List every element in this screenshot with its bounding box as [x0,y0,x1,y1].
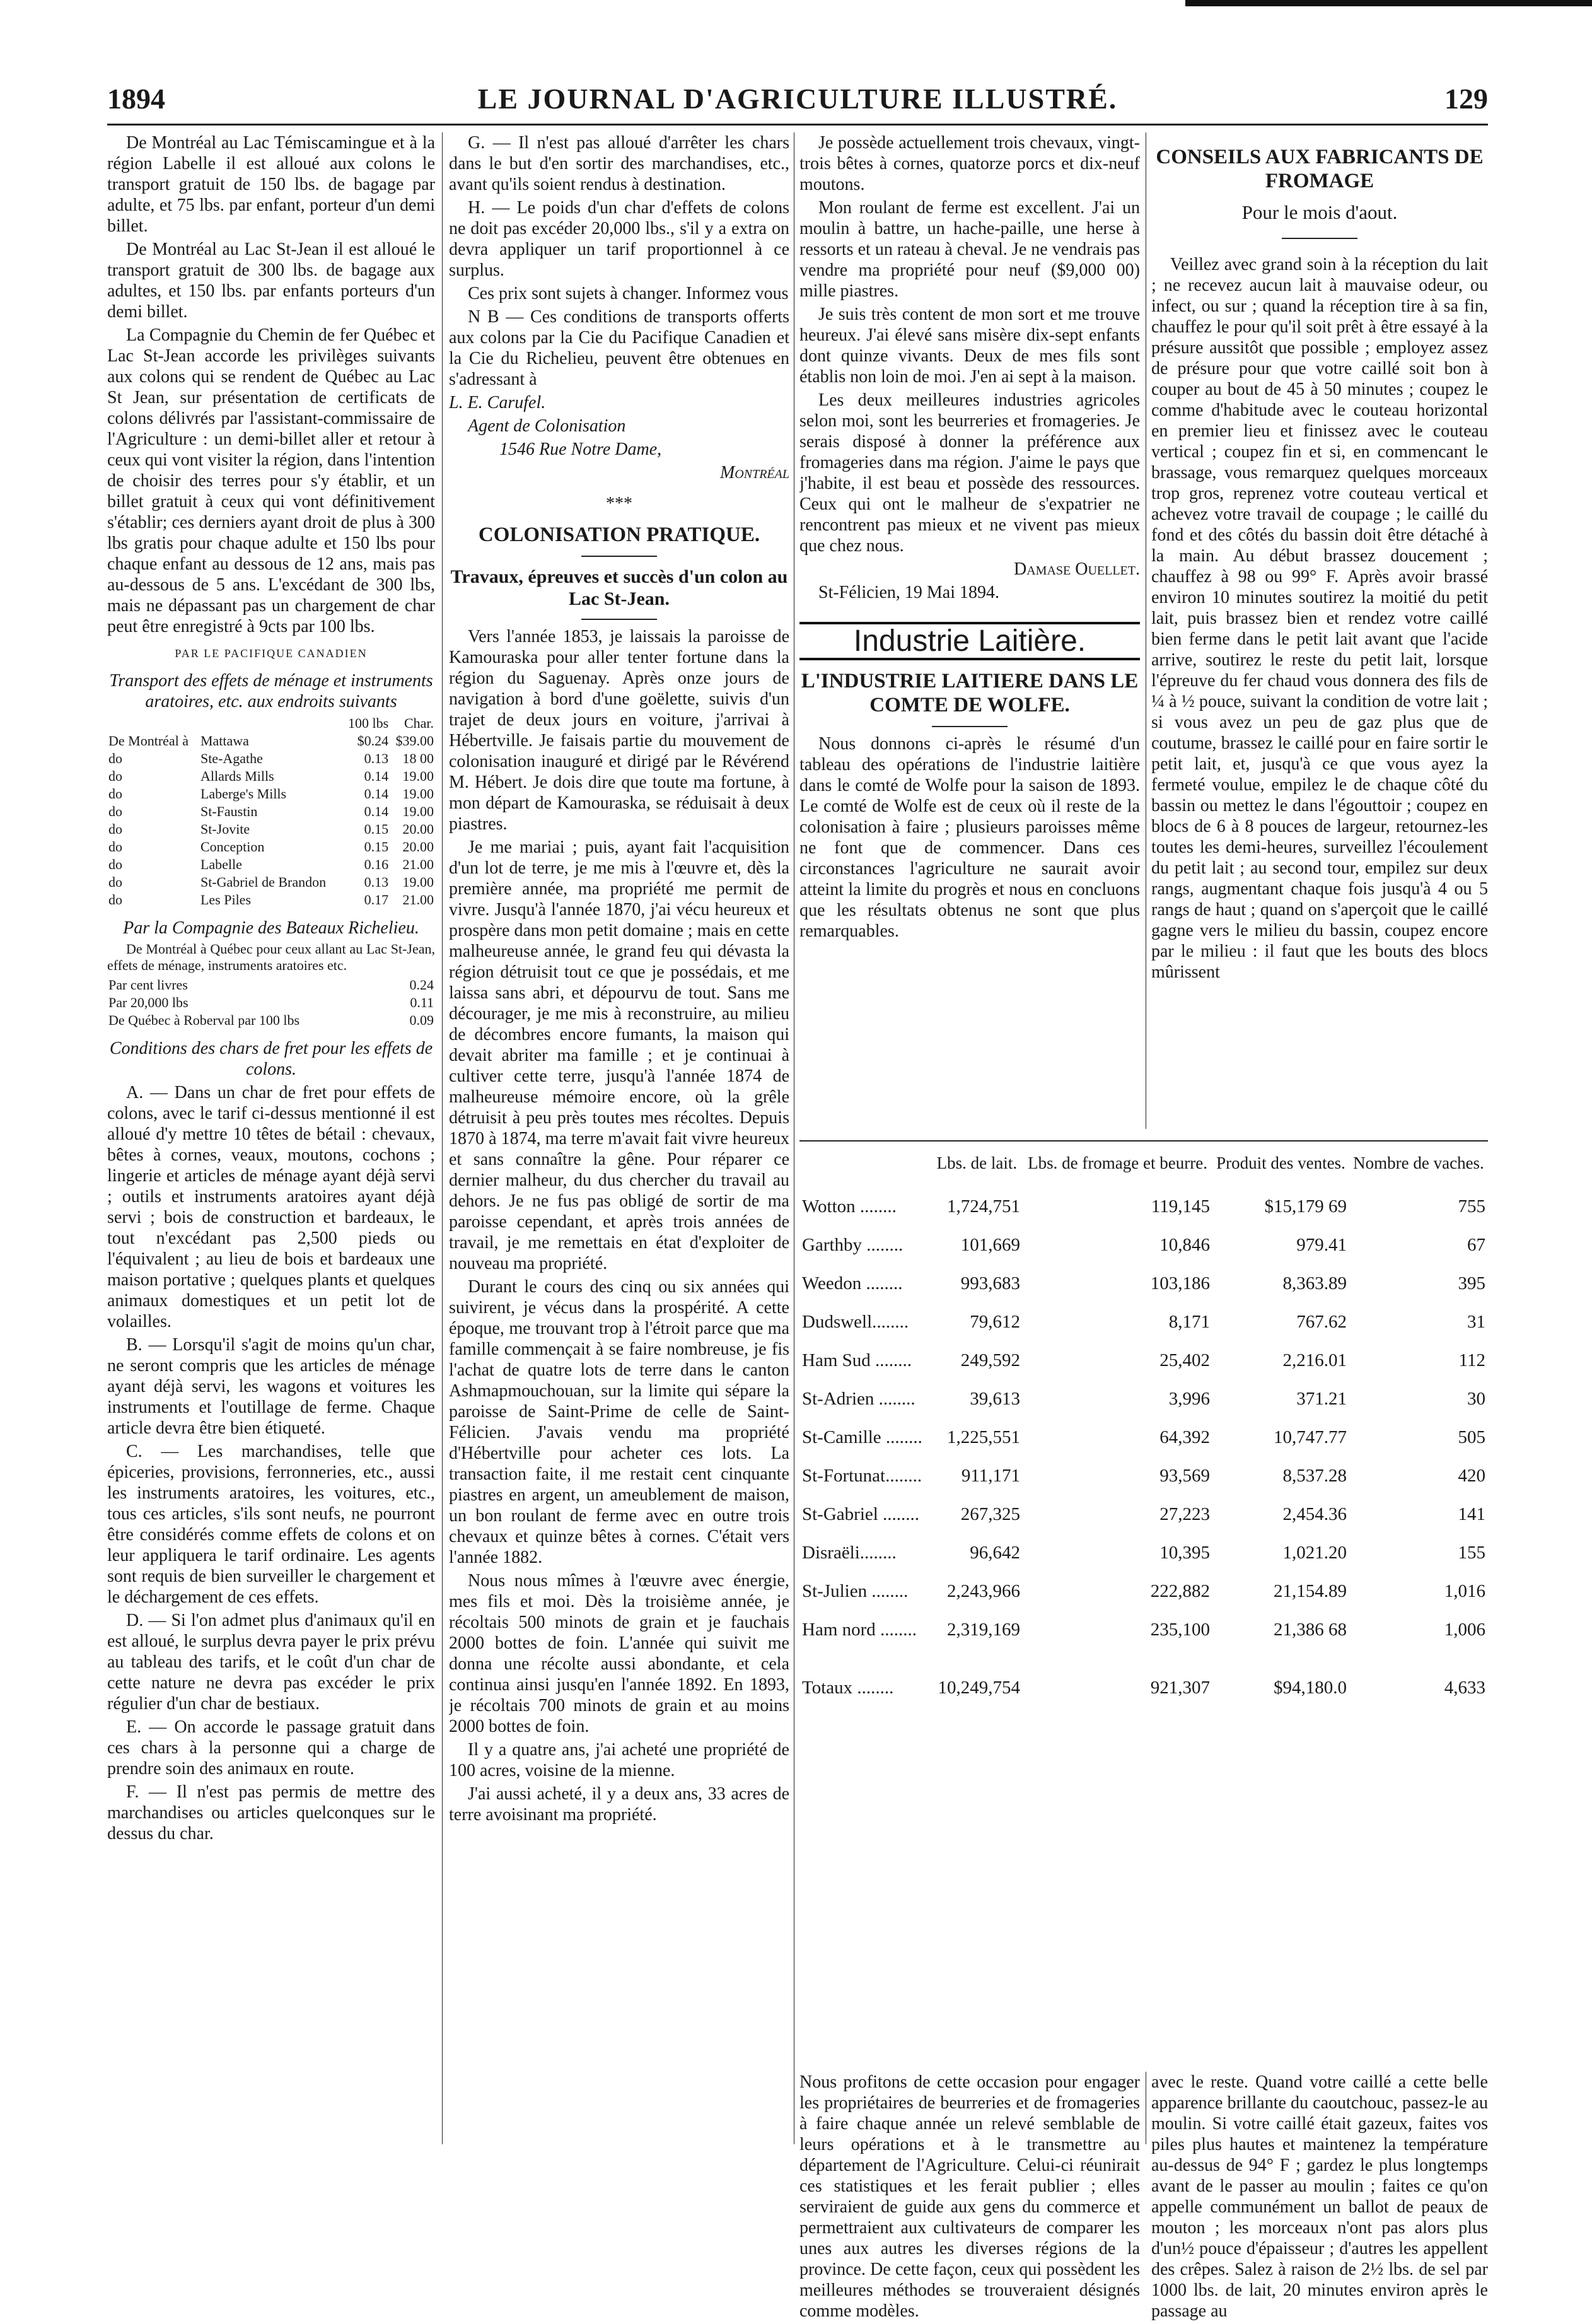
signature-city: Montréal [719,463,789,482]
paragraph: E. — On accorde le passage gratuit dans ces chars à la personne qui a charge de prendre soin des animaux en route. [107,1717,435,1778]
table-top-rule [799,1140,1488,1142]
paragraph: Nous nous mîmes à l'œuvre avec énergie, mes fils et moi. Dès la troisième année, je récoltais 500 minots de grain et je fauchais 2000 bottes de foin. L'année qui suivit me donna une récolte aussi abondante, et cela continua ainsi jusqu'en l'année 1892. En 1893, je récoltais 700 minots de grain et au moins 2000 bottes de foin. [449,1571,789,1736]
table-header-row: Lbs. de lait. Lbs. de fromage et beurre. Produit des ventes. Nombre de vaches. [936,1153,1484,1172]
header-rule [107,124,1488,126]
heading-rule [581,619,657,620]
paragraph: J'ai aussi acheté, il y a deux ans, 33 acres de terre avoisinant ma propriété. [449,1784,789,1825]
table-row: St-Fortunat........ 911,171 93,569 8,537.28 420 [802,1466,1485,1486]
table-row: do St-Jovite 0.15 20.00 [108,821,434,837]
paragraph: Les deux meilleures industries agricoles selon moi, sont les beurreries et fromageries. Je serais disposé à donner la préférence aux fromageries dans ma région. J'aime le pays que j'habite, il est beau et possède des ressources. Ceux qui ont le malheur de s'expatrier ne rencontrent pas mieux et ne vivent pas mieux que chez nous. [799,390,1140,556]
table-row: Garthby ........ 101,669 10,846 979.41 67 [802,1235,1485,1255]
section-title: Industrie Laitière. [853,624,1086,658]
top-border-bar [1185,0,1592,6]
article-subheading: Pour le mois d'aout. [1241,201,1398,223]
paragraph: Durant le cours des cinq ou six années qui suivirent, je vécus dans la prospérité. A cette époque, me trouvant trop à l'étroit parce que ma famille commençait à se faire nombreuse, je fis l'achat de quatre lots de terre dans le canton Ashmapmouchouan, sur la limite qui sépare la paroisse de Saint-Prime de celle de Saint-Félicien. J'avais vendu ma propriété d'Hébertville pour acheter ces lots. La transaction faite, il me restait cent cinquante piastres en argent, un ameublement de maison, un bon roulant de ferme avec en outre trois chevaux et quinze bêtes à cornes. C'était vers l'année 1882. [449,1277,789,1567]
paragraph: De Montréal au Lac Témiscamingue et à la région Labelle il est alloué aux colons le transport gratuit de 150 lbs. de bagage par adulte, et 75 lbs. par enfant, porteur d'un demi billet. [107,133,435,236]
table-row: Disraëli........ 96,642 10,395 1,021.20 155 [802,1543,1485,1563]
signature-title: Agent de Colonisation [468,416,626,436]
table-row: Dudswell........ 79,612 8,171 767.62 31 [802,1312,1485,1332]
heading-rule [581,556,657,557]
section-rule [799,658,1140,660]
bateaux-rates-table [107,976,435,1029]
page-header [107,82,1488,120]
table-row: do Allards Mills 0.14 19.00 [108,768,434,784]
section-ornament: *** [606,494,632,513]
page-number: 129 [1444,83,1488,115]
paragraph: B. — Lorsqu'il s'agit de moins qu'un char, ne seront compris que les articles de ménage ayant déjà servi, les wagons et voitures les instruments et l'outillage de ferme. Chaque article devra être bien étiqueté. [107,1335,435,1438]
after-table-left [799,2072,1140,2324]
heading-rule [932,726,1008,727]
section-subheading: Travaux, épreuves et succès d'un colon au Lac St-Jean. [450,566,788,609]
pacific-subtitle: Transport des effets de ménage et instruments aratoires, etc. aux endroits suivants [109,671,433,711]
paragraph: N B — Ces conditions de transports offerts aux colons par la Cie du Pacifique Canadien et la Cie du Richelieu, peuvent être obtenues en s'adressant à [449,307,789,389]
paragraph: H. — Le poids d'un char d'effets de colons ne doit pas excéder 20,000 lbs., s'il y a extra on devra appliquer un tarif proportionnel à ce surplus. [449,198,789,280]
table-row: do Les Piles 0.17 21.00 [108,892,434,908]
table-row: Ham Sud ........ 249,592 25,402 2,216.01 112 [802,1350,1485,1370]
table-row: Ham nord ........ 2,319,169 235,100 21,386 68 1,006 [802,1620,1485,1640]
pacific-rates-table [107,715,435,909]
bateaux-note: De Montréal à Québec pour ceux allant au Lac St-Jean, effets de ménage, instruments aratoires etc. [107,941,435,973]
bateaux-title: Par la Compagnie des Bateaux Richelieu. [123,918,419,938]
place-date: St-Félicien, 19 Mai 1894. [818,583,999,602]
paragraph: F. — Il n'est pas permis de mettre des marchandises ou articles quelconques sur le dessus du char. [107,1782,435,1843]
paragraph: G. — Il n'est pas alloué d'arrêter les chars dans le but d'en sortir des marchandises, etc., avant qu'ils soient rendus à destination. [449,133,789,194]
table-row: Wotton ........ 1,724,751 119,145 $15,179 69 755 [802,1196,1485,1217]
table-row: St-Gabriel ........ 267,325 27,223 2,454.36 141 [802,1504,1485,1524]
pacific-title: PAR LE PACIFIQUE CANADIEN [175,647,368,660]
signature-address: 1546 Rue Notre Dame, [499,440,662,459]
article-heading: CONSEILS AUX FABRICANTS DE FROMAGE [1156,146,1484,192]
table-row: De Québec à Roberval par 100 lbs 0.09 [108,1012,434,1028]
signature: Damase Ouellet. [1014,559,1140,579]
paragraph: Nous profitons de cette occasion pour engager les propriétaires de beurreries et de fromageries à faire chaque année un relevé semblable de leurs opérations et à le transmettre au département de l'Agriculture. Celui-ci réunirait ces statistiques et les ferait publier ; elles serviraient de guide aux gens du commerce et permettraient aux cultivateurs de comparer les unes aux autres les diverses régions de la province. De cette façon, ceux qui possèdent les meilleures méthodes se trouveraient désignés comme modèles. [799,2072,1140,2321]
table-row: do St-Faustin 0.14 19.00 [108,803,434,819]
paragraph: C. — Les marchandises, telle que épiceries, provisions, ferronneries, etc., aussi les instruments aratoires, les voitures, etc., tous ces articles, s'ils sont neufs, ne pourront être considérés comme effets de colons et on leur appliquera le tarif ordinaire. Les agents sont requis de bien surveiller le chargement et le déchargement de ces effets. [107,1442,435,1607]
section-heading: COLONISATION PRATIQUE. [478,523,760,546]
column-3 [799,132,1140,1129]
page-year: 1894 [107,83,165,115]
paragraph: Ces prix sont sujets à changer. Informez vous [468,284,789,303]
journal-title: LE JOURNAL D'AGRICULTURE ILLUSTRÉ. [477,83,1118,115]
paragraph: Nous donnons ci-après le résumé d'un tableau des opérations de l'industrie laitière dans le comté de Wolfe pour la saison de 1893. Le comté de Wolfe est de ceux où il reste de la colonisation à faire ; plusieurs paroisses même ne font que de commencer. Dans ces circonstances l'agriculture ne saurait avoir atteint la limite du progrès et nous en concluons que les résultats obtenus ne sont que plus remarquables. [799,734,1140,941]
table-row: Par 20,000 lbs 0.11 [108,995,434,1010]
article-heading: L'INDUSTRIE LAITIERE DANS LE COMTE DE WOLFE. [801,670,1139,716]
paragraph: Veillez avec grand soin à la réception du lait ; ne recevez aucun lait à mauvaise odeur, ou infect, ou sur ; quand la réception tire à sa fin, chauffez le pour qu'il soit prêt à être essayé à la présure aussitôt que possible ; employez assez de présure pour que votre caillé soit bon à couper au bout de 45 à 50 minutes ; coupez le comme d'habitude avec le couteau horizontal en premier lieu et finissez avec le couteau vertical ; coupez fin et si, en commencant le brassage, vous remarquez quelques morceaux trop gros, reprenez votre couteau vertical et achevez votre travail de coupage ; le caillé du fond et des côtés du bassin doit être détaché à la main. Au début brassez doucement ; chauffez à 98 ou 99° F. Après avoir brassé environ 10 minutes soutirez la moitié du petit lait, puis brassez bien et rendez votre caillé bien ferme dans le petit lait avant que l'acide arrive, soutirez le reste du petit lait, lorsque l'épreuve du fer chaud vous donnera des fils de ¼ à ½ pouce, suivant la condition de votre lait ; si vous avez un peu de gaz plus que de coutume, brassez le caillé pour en faire sortir le petit lait, et, jusqu'à ce que vous ayez la fermeté voulue, empilez le de chaque côté du bassin ou mettez le dans l'égouttoir ; coupez en blocs de 6 à 8 pouces de largeur, retournez-les toutes les demi-heures, surveillez l'écoulement du petit lait ; au second tour, empilez sur deux rangs, augmentant chaque fois jusqu'à 4 ou 5 rangs de haut ; quand on s'aperçoit que le caillé gagne vers le milieu du bassin, coupez encore par le milieu : il faut que les bouts des blocs mûrissent [1151,255,1488,982]
column-divider-1 [442,132,443,2144]
table-row: St-Camille ........ 1,225,551 64,392 10,747.77 505 [802,1427,1485,1447]
table-row: do St-Gabriel de Brandon 0.13 19.00 [108,874,434,890]
table-row: do Laberge's Mills 0.14 19.00 [108,786,434,802]
paragraph: De Montréal au Lac St-Jean il est alloué le transport gratuit de 300 lbs. de bagage aux adultes, et 150 lbs. par enfants porteurs d'un demi billet. [107,240,435,322]
table-row: Par cent livres 0.24 [108,977,434,993]
paragraph: A. — Dans un char de fret pour effets de colons, avec le tarif ci-dessus mentionné il est alloué d'y mettre 10 têtes de bétail : chevaux, bêtes à cornes, veaux, moutons, cochons ; lingerie et articles de ménage ayant déjà servi ; outils et instruments aratoires ayant déjà servi ; bois de construction et bardeaux, le tout n'excédant pas 2,500 pieds ou l'équivalent ; au lieu de bois et bardeaux une maison portative ; quelques plants et quelques animaux domestiques et un petit lot de volailles. [107,1083,435,1331]
table-row: Weedon ........ 993,683 103,186 8,363.89 395 [802,1273,1485,1293]
paragraph: Je me mariai ; puis, ayant fait l'acquisition d'un lot de terre, je me mis à l'œuvre et, dès la première année, ma propriété me permit de vivre. Jusqu'à l'année 1870, j'ai vécu heureux et prospère dans mon petit domaine ; mais en cette malheureuse année, le grand feu qui dévasta la région détruisit tout ce que je possédais, et me laissa sans abri, et dépourvu de tout. Sans me décourager, je me mis à reconstruire, au milieu de décombres encore fumants, la maison qui devait abriter ma famille ; et je continuai à cultiver cette terre, jusqu'à l'année 1874 de malheureuse mémoire encore, où la grêle détruisit à peu près toutes mes récoltes. Depuis 1870 à 1874, ma terre m'avait fait vivre heureux et sans connaître la gêne. Pour réparer ce dernier malheur, du dus chercher du travail au dehors. Je ne fus pas obligé de sortir de ma paroisse cependant, et après trois années de travail, je me remettais en état d'exploiter de nouveau ma propriété. [449,838,789,1273]
table-row: do Labelle 0.16 21.00 [108,856,434,872]
paragraph: Mon roulant de ferme est excellent. J'ai un moulin à battre, un hache-paille, une herse à ressorts et un rateau à cheval. Je ne vendrais pas vendre ma propriété pour neuf ($9,000 00) mille piastres. [799,198,1140,301]
paragraph: avec le reste. Quand votre caillé a cette belle apparence brillante du caoutchouc, passez-le au moulin. Si votre caillé était gazeux, faites vos piles plus hautes et maintenez la température au-dessus de 94° F ; gardez le plus longtemps avant de le passer au moulin ; faites ce qu'on appelle communément un ballot de peaux de mouton ; les morceaux n'ont pas alors plus d'un½ pouce d'épaisseur ; d'autres les appellent des crêpes. Salez à raison de 2½ lbs. de sel par 1000 lbs. de lait, 20 minutes environ après le passage au [1151,2072,1488,2321]
table-row: do Conception 0.15 20.00 [108,839,434,855]
signature-name: L. E. Carufel. [449,393,546,412]
table-row: St-Julien ........ 2,243,966 222,882 21,154.89 1,016 [802,1581,1485,1601]
table-row: De Montréal à Mattawa $0.24 $39.00 [108,733,434,749]
column-4 [1151,132,1488,1129]
paragraph: D. — Si l'on admet plus d'animaux qu'il en est alloué, le surplus devra payer le prix prévu au tableau des tarifs, et le coût d'un char de cette nature ne devra pas excéder le prix régulier d'un char de bestiaux. [107,1611,435,1714]
conditions-title: Conditions des chars de fret pour les effets de colons. [109,1039,433,1079]
table-row: St-Adrien ........ 39,613 3,996 371.21 30 [802,1389,1485,1409]
table-header-row: 100 lbs Char. [347,715,434,731]
after-table-right [1151,2072,1488,2324]
column-2 [449,132,789,2144]
dairy-statistics-table [799,1135,1488,1710]
heading-rule [1282,238,1357,239]
table-row: do Ste-Agathe 0.13 18 00 [108,750,434,766]
column-1 [107,132,435,2144]
paragraph: Je possède actuellement trois chevaux, vingt-trois bêtes à cornes, quatorze porcs et dix-neuf moutons. [799,133,1140,194]
paragraph: Je suis très content de mon sort et me trouve heureux. J'ai élevé sans misère dix-sept enfants dont quinze vivants. Deux de mes fils sont établis non loin de moi. J'en ai sept à la maison. [799,305,1140,387]
paragraph: Vers l'année 1853, je laissais la paroisse de Kamouraska pour aller tenter fortune dans la région du Saguenay. Après onze jours de navigation à bord d'une goëlette, suivis d'un trajet de deux jours en voiture, j'arrivai à Hébertville. Je faisais partie du mouvement de colonisation inauguré et dirigé par le Révérend M. Hébert. Je dois dire que toute ma fortune, à mon départ de Kamouraska, se réduisait à deux piastres. [449,627,789,834]
paragraph: La Compagnie du Chemin de fer Québec et Lac St-Jean accorde les privilèges suivants aux colons qui se rendent de Québec au Lac St Jean, sur présentation de certificats de colons délivrés par l'assistant-commissaire de l'Agriculture : un demi-billet aller et retour à ceux qui vont visiter la région, dans l'intention de choisir des terres pour s'y établir, et un billet gratuit à ceux qui vont définitivement s'établir; ces derniers ayant droit de plus à 300 lbs gratis pour chaque adulte et 150 lbs pour chaque enfant au dessous de 12 ans, mais pas au-dessous de 5 ans. L'excédant de 300 lbs, mais ne dépassant pas un chargement de char peut être enregistré à 9cts par 100 lbs. [107,325,435,636]
table-total-row: Totaux ........ 10,249,754 921,307 $94,180.0 4,633 [802,1678,1485,1698]
paragraph: Il y a quatre ans, j'ai acheté une propriété de 100 acres, voisine de la mienne. [449,1740,789,1780]
